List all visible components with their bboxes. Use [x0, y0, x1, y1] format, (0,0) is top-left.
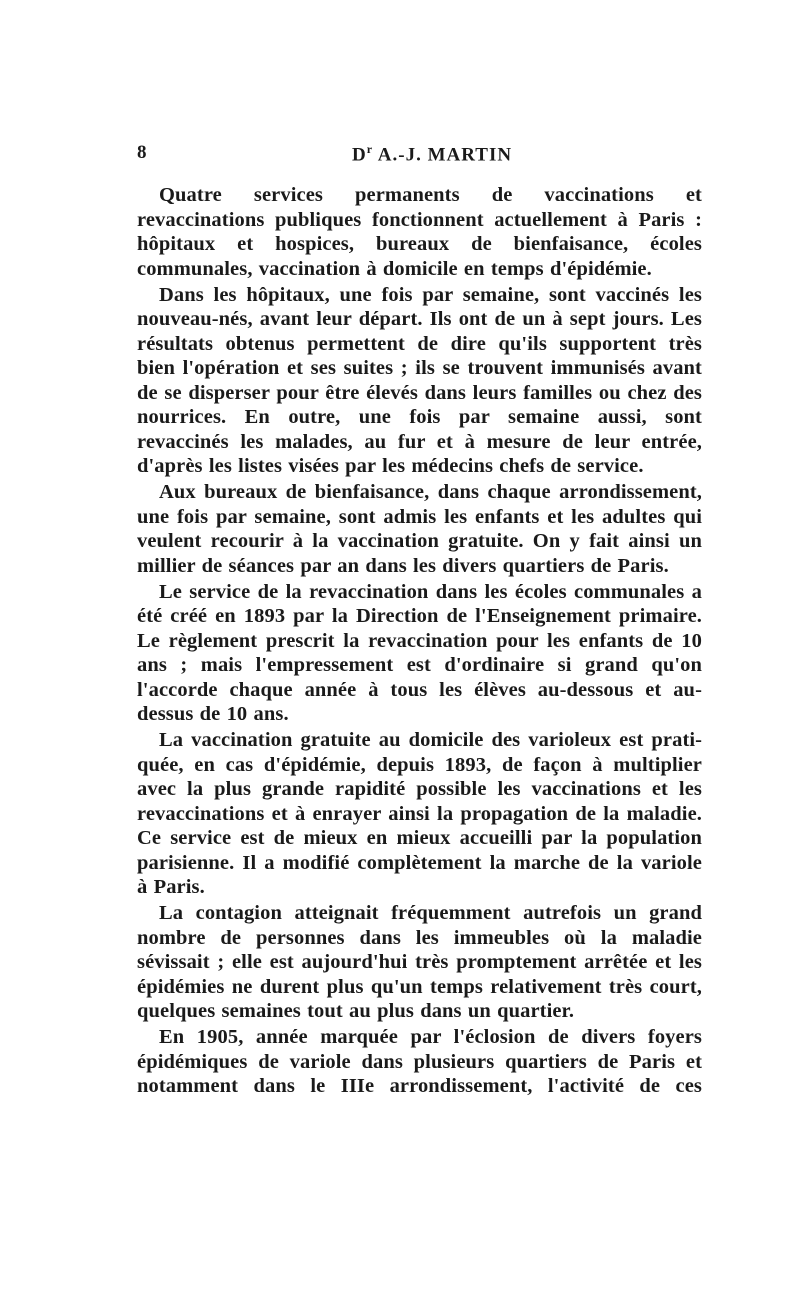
page-header [137, 142, 702, 172]
paragraph: Dans les hôpitaux, une fois par semaine, sont vaccinés les nouveau-nés, avant leur départ. Ils ont de un à sept jours. Les résultats obtenus permettent de dire qu'ils supportent très bien l'opération et ses suites ; ils se trouvent immunisés avant de se disperser pour être élevés dans leurs familles ou chez des nourrices. En outre, une fois par semaine aussi, sont revaccinés les malades, au fur et à mesure de leur entrée, d'après les listes visées par les médecins chefs de service. [137, 283, 702, 477]
paragraph: Le service de la revaccination dans les écoles communales a été créé en 1893 par la Direction de l'Enseignement primaire. Le règlement prescrit la revaccination pour les enfants de 10 ans ; mais l'empressement est d'ordinaire si grand qu'on l'accorde chaque année à tous les élèves au-dessous et au-dessus de 10 ans. [137, 580, 702, 725]
body-text [137, 183, 702, 1100]
paragraph: La contagion atteignait fréquemment autrefois un grand nombre de personnes dans les immeubles où la maladie sévissait ; elle est aujourd'hui très promptement arrêtée et les épidémies ne durent plus qu'un temps relativement très court, quelques semaines tout au plus dans un quartier. [137, 902, 702, 1022]
author-name: A.-J. MARTIN [377, 144, 513, 166]
page-number: 8 [137, 142, 147, 163]
paragraph: Aux bureaux de bienfaisance, dans chaque arrondissement, une fois par semaine, sont admis les enfants et les adultes qui veulent recourir à la vaccination gratuite. On y fait ainsi un millier de séances par an dans les divers quartiers de Paris. [137, 481, 702, 577]
paragraph: En 1905, année marquée par l'éclosion de divers foyers épidémiques de variole dans plusieurs quartiers de Paris et notamment dans le IIIe arrondissement, l'activité de ces [137, 1026, 702, 1097]
paragraph: Quatre services permanents de vaccinations et revaccinations publiques fonctionnent actuellement à Paris : hôpitaux et hospices, bureaux de bienfaisance, écoles communales, vaccination à domicile en temps d'épidémie. [137, 184, 702, 280]
author-prefix: D [352, 144, 367, 166]
running-head [352, 142, 512, 166]
paragraph: La vaccination gratuite au domicile des varioleux est pratiquée, en cas d'épidémie, depuis 1893, de façon à multiplier avec la plus grande rapidité possible les vaccinations et les revaccinations et à enrayer ainsi la propagation de la maladie. Ce service est de mieux en mieux accueilli par la population parisienne. Il a modifié complètement la marche de la variole à Paris. [137, 729, 702, 898]
author-prefix-sup: r [366, 142, 374, 156]
